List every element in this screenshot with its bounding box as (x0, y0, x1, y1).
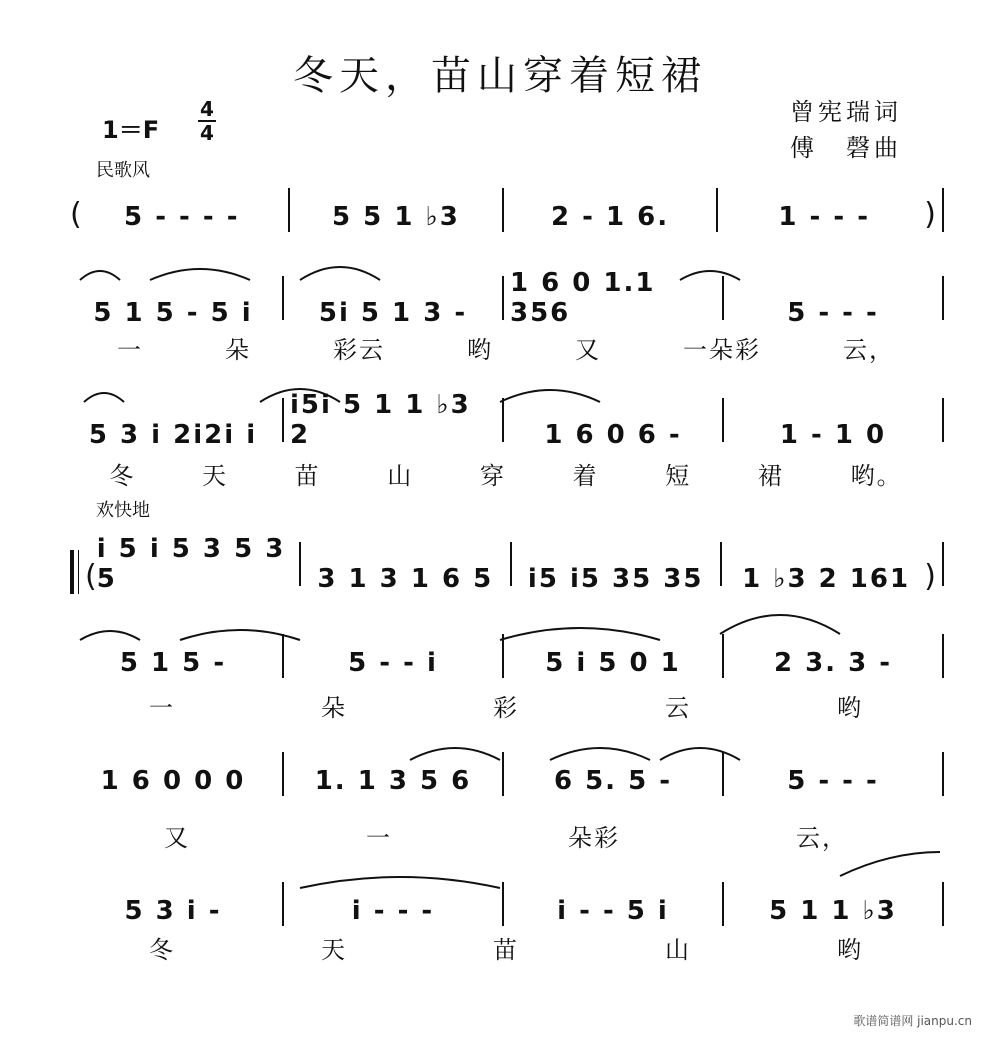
measure: 5 3 i 2i2i i (88, 420, 258, 450)
barline (722, 882, 724, 926)
barline (942, 276, 944, 320)
measure: 3 1 3 1 6 5 (317, 564, 494, 594)
staff-row-7 (70, 882, 950, 926)
lyricist-credit: 曾宪瑞词 (790, 98, 902, 126)
barline (722, 752, 724, 796)
time-signature-bottom: 4 (200, 121, 214, 145)
time-signature-top: 4 (200, 97, 214, 121)
measure: 1 - - - (778, 202, 871, 232)
measure: 1 6 0 1.1 356 (510, 268, 656, 328)
measure: i5 i5 35 35 (527, 564, 704, 594)
composer-credit: 傅 磬曲 (790, 134, 902, 162)
lyric-syllable: 哟 (467, 336, 493, 364)
lyric-syllable: 又 (575, 336, 601, 364)
lyric-syllable: 一 (366, 824, 392, 852)
lyric-syllable: 天 (321, 936, 347, 964)
measure: 5 - - - - (124, 202, 240, 232)
barline (282, 634, 284, 678)
measure: 5 1 1 ♭3 (769, 896, 897, 926)
paren-open: ( (85, 559, 97, 594)
barline (716, 188, 718, 232)
measure: 5 1 5 - (119, 648, 227, 678)
site-watermark: 歌谱简谱网 jianpu.cn (853, 1014, 972, 1028)
lyric-syllable: 又 (164, 824, 190, 852)
barline (942, 542, 944, 586)
lyric-syllable: 朵彩 (568, 824, 620, 852)
measure: i5i 5 1 1 ♭3 2 (290, 390, 471, 450)
lyric-syllable: 苗 (493, 936, 519, 964)
barline (502, 188, 504, 232)
barline (942, 752, 944, 796)
paren-open: ( (70, 197, 82, 232)
lyric-syllable: 山 (665, 936, 691, 964)
key-signature: 1＝F (102, 116, 160, 144)
staff-row-1 (70, 188, 950, 232)
slur-arc (840, 852, 940, 876)
barline (502, 398, 504, 442)
lyric-syllable: 云， (796, 824, 848, 852)
lyric-syllable: 哟。 (850, 462, 903, 490)
measure: 5 i 5 0 1 (545, 648, 681, 678)
barline (502, 752, 504, 796)
slur-arc (720, 615, 840, 634)
measure: i - - - (351, 896, 435, 926)
barline (942, 634, 944, 678)
barline (510, 542, 512, 586)
lyrics-row-2 (76, 330, 936, 365)
barline (502, 276, 504, 320)
barline (942, 398, 944, 442)
lyric-syllable: 云 (665, 694, 691, 722)
measure: 5 - - - (787, 298, 879, 328)
staff-row-3 (70, 390, 950, 450)
lyric-syllable: 短 (665, 462, 692, 490)
barline (942, 188, 944, 232)
measure: 5 3 i - (124, 896, 222, 926)
barline (502, 882, 504, 926)
barline (282, 276, 284, 320)
lyrics-row-7 (76, 930, 936, 965)
lyric-syllable: 一 (149, 694, 175, 722)
barline (722, 398, 724, 442)
lyric-syllable: 彩云 (333, 336, 385, 364)
lyric-syllable: 冬 (109, 462, 136, 490)
measure: i - - 5 i (557, 896, 669, 926)
repeat-start (70, 550, 79, 594)
measure: 5 - - - (787, 766, 879, 796)
lyric-syllable: 一 (117, 336, 143, 364)
song-title: 冬天，苗山穿着短裙 (293, 53, 707, 99)
lyric-syllable: 朵 (225, 336, 251, 364)
measure: 2 - 1 6. (551, 202, 670, 232)
lyric-syllable: 哟 (837, 936, 863, 964)
measure: 5 1 5 - 5 i (93, 298, 253, 328)
measure: 1 - 1 0 (779, 420, 887, 450)
measure: 6 5. 5 - (553, 766, 673, 796)
measure: 1 ♭3 2 161 (742, 564, 911, 594)
barline (502, 634, 504, 678)
barline (720, 542, 722, 586)
lyric-syllable: 云， (843, 336, 895, 364)
paren-close: ) (924, 197, 936, 232)
measure: 5 5 1 ♭3 (332, 202, 460, 232)
barline (282, 882, 284, 926)
lyric-syllable: 冬 (149, 936, 175, 964)
lyric-syllable: 山 (387, 462, 414, 490)
staff-row-2 (70, 268, 950, 328)
tempo-mark-lively: 欢快地 (96, 500, 150, 521)
measure: 1. 1 3 5 6 (314, 766, 472, 796)
measure: 1 6 0 0 0 (100, 766, 246, 796)
barline (942, 882, 944, 926)
measure: 2 3. 3 - (773, 648, 893, 678)
barline (288, 188, 290, 232)
paren-close: ) (924, 559, 936, 594)
lyrics-row-3 (76, 456, 936, 491)
time-signature (198, 97, 216, 145)
measure: i 5 i 5 3 5 3 5 (96, 534, 286, 594)
lyric-syllable: 苗 (294, 462, 321, 490)
lyric-syllable: 彩 (493, 694, 519, 722)
barline (282, 398, 284, 442)
staff-row-6 (70, 752, 950, 796)
staff-row-4 (70, 534, 950, 594)
measure: 5 - - i (348, 648, 438, 678)
barline (282, 752, 284, 796)
barline (722, 276, 724, 320)
tempo-mark-folk: 民歌风 (96, 160, 150, 181)
lyric-syllable: 朵 (321, 694, 347, 722)
measure: 1 6 0 6 - (544, 420, 682, 450)
measure: 5i 5 1 3 - (318, 298, 468, 328)
lyric-syllable: 哟 (837, 694, 863, 722)
lyric-syllable: 着 (572, 462, 599, 490)
lyric-syllable: 裙 (757, 462, 784, 490)
staff-row-5 (70, 634, 950, 678)
lyric-syllable: 穿 (479, 462, 506, 490)
barline (299, 542, 301, 586)
barline (722, 634, 724, 678)
lyrics-row-6 (76, 818, 936, 853)
lyrics-row-5 (76, 688, 936, 723)
lyric-syllable: 天 (201, 462, 228, 490)
lyric-syllable: 一朵彩 (683, 336, 761, 364)
